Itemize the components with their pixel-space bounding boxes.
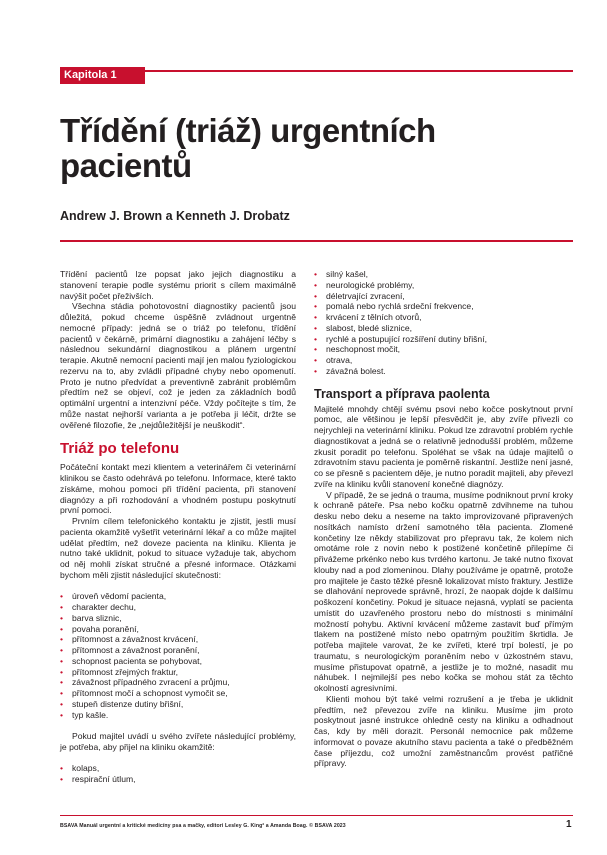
list-item: • stupeň distenze dutiny břišní, (60, 699, 296, 710)
authors: Andrew J. Brown a Kenneth J. Drobatz (60, 209, 290, 223)
list-item: • typ kašle. (60, 710, 296, 721)
list-item: • krvácení z tělních otvorů, (314, 312, 573, 323)
chapter-title: Třídění (triáž) urgentních pacientů (60, 112, 436, 184)
list-item: • déletrvající zvracení, (314, 291, 573, 302)
list-item: • závažná bolest. (314, 366, 573, 377)
right-column (314, 269, 573, 769)
chapter-label: Kapitola 1 (60, 67, 145, 84)
list-item: • charakter dechu, (60, 602, 296, 613)
transport-paragraph-3: Klienti mohou být také velmi rozrušení a je třeba je uklidnit předtím, než převezou zvíře na kliniku. Musíme jim proto poskytnout jasné instrukce ohledně cesty na kliniku a odhadnout čas, kdy by měli dorazit. Personál nemocnice pak můžeme informovat o povaze akutního stavu pacienta a také o předběžném čase příjezdu, což umožní zaměstnancům provést patřičné přípravy. (314, 693, 573, 769)
list-item: • silný kašel, (314, 269, 573, 280)
list-item: • slabost, bledé sliznice, (314, 323, 573, 334)
transport-paragraph-2: V případě, že se jedná o trauma, musíme podniknout první kroky k ochraně páteře. Psa nebo kočku opatrně zdvihneme na tuhou desku nebo deku a neseme na takto improvizované připravených nosítkách namísto držení samotného těla pacienta. Zlomené končetiny lze někdy stabilizovat pro přepravu tak, že kolem nich omotáme role z novin nebo k postižené končetině přilepíme či přivážeme prkénko nebo kus tvrdého kartonu. Je také nutno fixovat klouby nad a pod zlomeninou. Dlahy používáme je opatrně, protože pro majitele je často těžké přesně lokalizovat místo fraktury. Jestliže se dlahování neprovede správně, hrozí, že naopak dojde k dalšímu poškození končetiny. Pokud je situace nejasná, vyplatí se pacienta umístit do uzavřeného prostoru nebo do místnosti s minimální možností pohybu. Aktivní krvácení můžeme zastavit buď přímým tlakem na postižené místo nebo opatrným použitím škrtidla. Je potřeba majitele varovat, že ke zvířeti, které trpí bolestí, je po traumatu, s neurologickým poraněním nebo v úzkostném stavu, musíme přistupovat opatrně, a jestliže je to možné, nasadit mu náhubek. I nejmilejší pes nebo kočka se mohou stát za těchto okolností agresivními. (314, 489, 573, 693)
list-item: • schopnost pacienta se pohybovat, (60, 656, 296, 667)
spacer (60, 720, 296, 731)
assessment-list (60, 591, 296, 720)
transport-paragraph-1: Majitelé mnohdy chtějí svému psovi nebo kočce poskytnout první pomoc, ale většinou je lepší přesvědčit je, aby zvíře přivezli co nejrychleji na veterinární kliniku. Pokud lze zdravotní problém rychle diagnostikovat a jedná se o relativně jednodušší problém, můžeme zkusit poradit po telefonu. Spoléhat se však na údaje majitelů o zdravotním stavu pacienta je poměrně riskantní. Jestliže není jasné, co se přesně s pacientem děje, je nutno poradit majiteli, aby převezl zvíře na kliniku kvůli stanovení konečné diagnózy. (314, 403, 573, 489)
urgent-list-continued (314, 269, 573, 377)
list-item: • pomalá nebo rychlá srdeční frekvence, (314, 301, 573, 312)
spacer (60, 753, 296, 764)
list-item: • úroveň vědomí pacienta, (60, 591, 296, 602)
title-divider (60, 240, 573, 242)
list-item: • rychlé a postupující rozšíření dutiny břišní, (314, 334, 573, 345)
footer-citation: BSAVA Manuál urgentní a kritické medicíny psa a mačky, editori Lesley G. King² a Amanda Boag. © BSAVA 2023 (60, 823, 346, 829)
intro-paragraph-1: Třídění pacientů lze popsat jako jejich diagnostiku a stanovení terapie podle systému priorit s cílem maximálně navýšit počet přeživších. (60, 269, 296, 301)
paragraph-4: Prvním cílem telefonického kontaktu je zjistit, jestli musí pacienta okamžitě vyšetřit veterinární lékař a co může majitel udělat předtím, než doveze pacienta na kliniku. Klienta je nutno také uklidnit, pokud to situace vyžaduje tak, abychom od něj mohli získat stručné a přesné informace. Otázkami bychom měli zjistit následující skutečnosti: (60, 516, 296, 580)
section-heading-phone-triage: Triáž po telefonu (60, 440, 180, 458)
section-heading-transport: Transport a příprava paolenta (314, 386, 490, 401)
list-item: • otrava, (314, 355, 573, 366)
spacer (60, 581, 296, 592)
list-item: • povaha poranění, (60, 624, 296, 635)
page-number: 1 (566, 819, 572, 830)
left-column (60, 269, 296, 785)
chapter-header-bar (60, 67, 573, 84)
list-item: • přítomnost a závažnost poranění, (60, 645, 296, 656)
list-item: • přítomnost a závažnost krvácení, (60, 634, 296, 645)
list-item: • respirační útlum, (60, 774, 296, 785)
paragraph-3: Počáteční kontakt mezi klientem a veterinářem či veterinární klinikou se často odehrává po telefonu. Informace, které takto získáme, mohou pomoci při třídění pacienta, při stanovení diagnózy a při rozhodování a vhodném postupu poskytnutí první pomoci. (60, 462, 296, 516)
list-item: • přítomnost močí a schopnost vymočit se, (60, 688, 296, 699)
list-item: • barva sliznic, (60, 613, 296, 624)
footer-rule (60, 815, 573, 816)
list-item: • přítomnost zřejmých fraktur, (60, 667, 296, 678)
list-item: • neurologické problémy, (314, 280, 573, 291)
urgent-list (60, 763, 296, 785)
list-item: • neschopnost močit, (314, 344, 573, 355)
list-item: • kolaps, (60, 763, 296, 774)
list-item: • závažnost případného zvracení a průjmu, (60, 677, 296, 688)
paragraph-5: Pokud majitel uvádí u svého zvířete následující problémy, je potřeba, aby přijel na kliniku okamžitě: (60, 731, 296, 752)
intro-paragraph-2: Všechna stádia pohotovostní diagnostiky pacientů jsou důležitá, pokud chceme úspěšně zvládnout urgentně nemocné případy: jedná se o triáž po telefonu, třídění pacientů v čekárně, primární diagnostiku a zahájení léčby s následnou sekundární diagnostikou a plánem urgentní terapie. Akutně nemocní pacienti mají jen malou fyziologickou rezervu na to, aby zvládli případné chyby nebo opomenutí. Proto je nutno předvídat a preventivně zabránit problémům předtím než se objeví, což je jeden za základních bodů optimální urgentní a intenzivní péče. Vždy počítejte s tím, že může nastat nejhorší varianta a je potřeba ji léčit, držte se ověřené filozofie, že „nejdůležitější je neuškodit“. (60, 301, 296, 430)
